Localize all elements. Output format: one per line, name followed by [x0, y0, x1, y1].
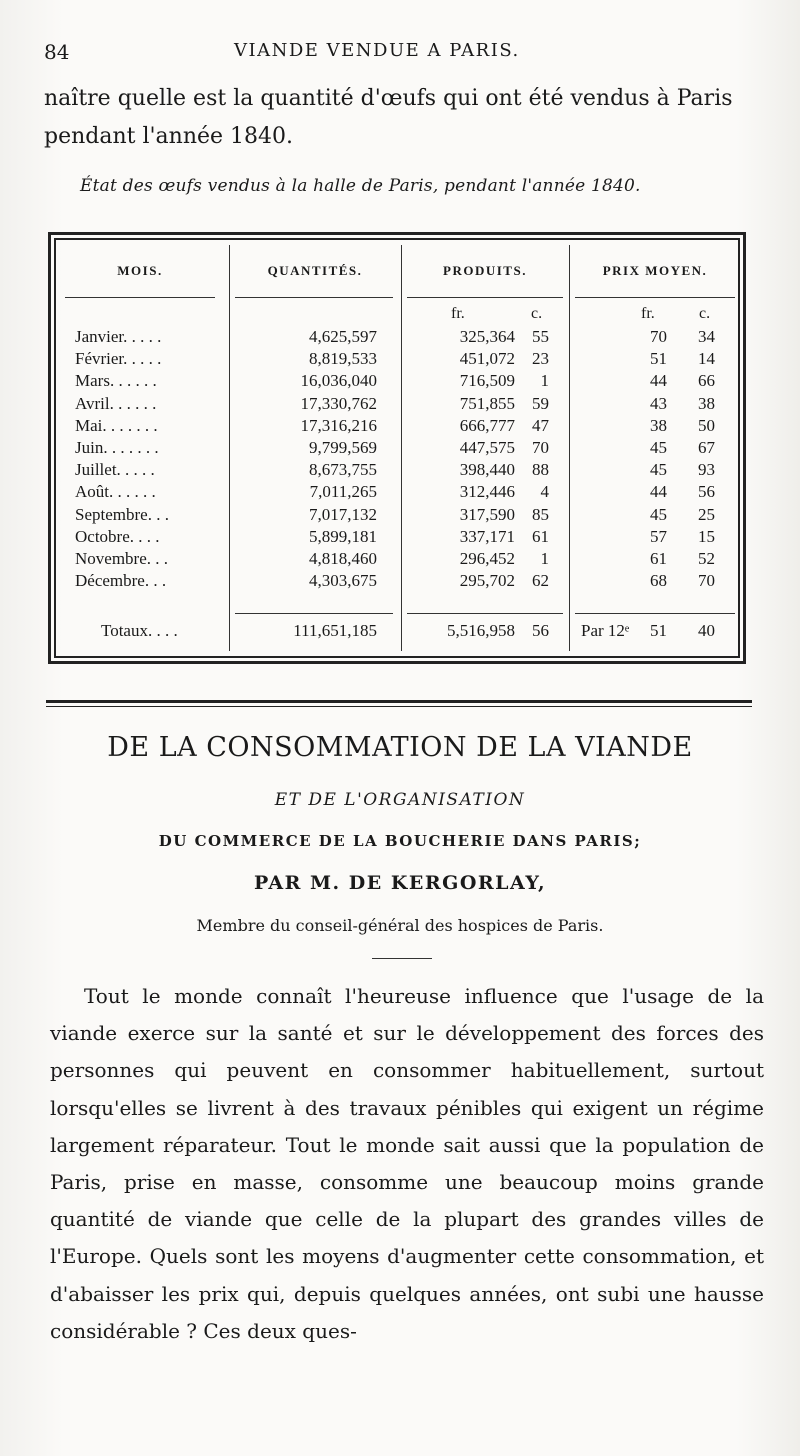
cell-quantity: 4,625,597 [309, 327, 377, 346]
cell-price-fr: 45 [650, 460, 667, 480]
lead-paragraph [44, 80, 764, 156]
cell-price-c: 14 [698, 349, 715, 369]
author-affiliation: Membre du conseil-général des hospices de Paris. [196, 916, 604, 935]
header-month: MOIS. [117, 263, 163, 278]
unit-products-c: c. [531, 305, 543, 322]
cell-month: Mars. . . . . . [75, 371, 157, 391]
cell-products-c: 47 [532, 415, 549, 435]
cell-month: Août. . . . . . [75, 482, 156, 502]
table-row [51, 416, 743, 438]
cell-month: Avril. . . . . . [75, 393, 157, 413]
table-row [51, 371, 743, 393]
header-rule [65, 297, 215, 298]
section-rule [46, 706, 752, 707]
short-rule [372, 958, 432, 959]
totals-rule [235, 613, 393, 614]
table-row [51, 327, 743, 349]
section-rule [46, 700, 752, 703]
cell-products-c: 62 [532, 571, 549, 591]
cell-month: Mai. . . . . . . [75, 415, 158, 435]
cell-quantity: 7,011,265 [309, 482, 377, 502]
header-rule [407, 297, 563, 298]
cell-products-fr: 312,446 [459, 482, 515, 502]
totals-rule [407, 613, 563, 614]
table-body [51, 327, 743, 593]
cell-price-c: 52 [698, 548, 715, 568]
cell-price-c: 56 [698, 482, 715, 502]
cell-products-c: 59 [532, 393, 549, 413]
cell-quantity: 8,673,755 [309, 460, 377, 480]
cell-products-c: 70 [532, 437, 549, 457]
cell-price-fr: 44 [650, 482, 667, 502]
cell-products-fr: 337,171 [459, 526, 515, 546]
cell-price-fr: 51 [650, 349, 667, 369]
cell-products-c: 23 [532, 349, 549, 369]
header-quantity: QUANTITÉS. [267, 263, 363, 278]
header-products: PRODUITS. [443, 263, 527, 278]
cell-products-c: 1 [540, 371, 549, 391]
header-rule [235, 297, 393, 298]
cell-quantity: 7,017,132 [309, 504, 377, 524]
cell-price-c: 50 [698, 415, 715, 435]
article-body [50, 978, 764, 1350]
cell-quantity: 9,799,569 [309, 437, 377, 457]
table-row [51, 460, 743, 482]
header-rule [575, 297, 735, 298]
cell-price-fr: 45 [650, 504, 667, 524]
cell-quantity: 17,330,762 [300, 393, 377, 413]
page-number: 84 [44, 40, 70, 64]
cell-price-c: 66 [698, 371, 715, 391]
cell-products-fr: 447,575 [459, 437, 515, 457]
cell-products-fr: 666,777 [459, 415, 515, 435]
cell-products-fr: 295,702 [459, 571, 515, 591]
cell-month: Novembre. . . [75, 548, 169, 568]
table-row [51, 549, 743, 571]
cell-price-c: 93 [698, 460, 715, 480]
cell-price-c: 15 [698, 526, 715, 546]
table-row [51, 482, 743, 504]
cell-month: Septembre. . . [75, 504, 169, 524]
unit-products-fr: fr. [451, 305, 465, 322]
cell-price-c: 38 [698, 393, 715, 413]
cell-quantity: 4,818,460 [309, 548, 377, 568]
egg-sales-table [48, 232, 746, 664]
totals-price-fr: 51 [650, 621, 667, 640]
table-row [51, 571, 743, 593]
cell-price-c: 34 [698, 327, 715, 346]
cell-month: Juin. . . . . . . [75, 437, 159, 457]
cell-products-fr: 751,855 [459, 393, 515, 413]
cell-price-c: 70 [698, 571, 715, 591]
cell-products-c: 61 [532, 526, 549, 546]
running-title: VIANDE VENDUE A PARIS. [234, 40, 520, 61]
article-subtitle: DU COMMERCE DE LA BOUCHERIE DANS PARIS; [158, 832, 642, 850]
table-row [51, 527, 743, 549]
cell-price-c: 67 [698, 437, 715, 457]
cell-products-fr: 451,072 [459, 349, 515, 369]
table-row [51, 505, 743, 527]
totals-label: Totaux. . . . [101, 621, 178, 640]
cell-month: Juillet. . . . . [75, 460, 155, 480]
totals-products-fr: 5,516,958 [447, 621, 515, 640]
article-title: DE LA CONSOMMATION DE LA VIANDE [107, 732, 693, 763]
body-paragraph: Tout le monde connaît l'heureuse influence que l'usage de la viande exerce sur la santé et sur le développement des forces des personnes qui peuvent en consommer habituellement, surtout lorsqu'elles se livrent à des travaux pénibles qui exigent un régime largement réparateur. Tout le monde sait aussi que la population de Paris, prise en masse, consomme une beaucoup moins grande quantité de viande que celle de la plupart des grandes villes de l'Europe. Quels sont les moyens d'augmenter cette consommation, et d'abaisser les prix qui, depuis quelques années, ont subi une hausse considérable ? Ces deux ques- [50, 984, 764, 1343]
running-head [44, 36, 760, 66]
totals-price-c: 40 [698, 621, 715, 640]
cell-month: Octobre. . . . [75, 526, 160, 546]
cell-quantity: 16,036,040 [300, 371, 377, 391]
cell-month: Décembre. . . [75, 571, 167, 591]
cell-products-fr: 325,364 [459, 327, 515, 346]
header-avg-price: PRIX MOYEN. [602, 263, 708, 278]
unit-price-fr: fr. [641, 305, 655, 322]
cell-month: Janvier. . . . . [75, 327, 162, 346]
cell-price-fr: 44 [650, 371, 667, 391]
table-row [51, 394, 743, 416]
cell-price-fr: 43 [650, 393, 667, 413]
totals-rule [575, 613, 735, 614]
totals-products-c: 56 [532, 621, 549, 640]
cell-month: Février. . . . . [75, 349, 162, 369]
cell-price-fr: 57 [650, 526, 667, 546]
table-caption: État des œufs vendus à la halle de Paris, pendant l'année 1840. [80, 176, 641, 196]
cell-products-c: 85 [532, 504, 549, 524]
totals-quantity: 111,651,185 [293, 621, 377, 640]
cell-price-fr: 45 [650, 437, 667, 457]
cell-price-fr: 38 [650, 415, 667, 435]
totals-row [51, 621, 743, 645]
cell-quantity: 4,303,675 [309, 571, 377, 591]
cell-products-c: 88 [532, 460, 549, 480]
totals-price-prefix: Par 12ᵉ [581, 621, 630, 640]
article-subtitle: ET DE L'ORGANISATION [274, 790, 526, 810]
cell-products-c: 55 [532, 327, 549, 346]
cell-price-c: 25 [698, 504, 715, 524]
article-author: PAR M. DE KERGORLAY, [253, 872, 547, 894]
cell-products-fr: 716,509 [459, 371, 515, 391]
cell-quantity: 17,316,216 [300, 415, 377, 435]
cell-price-fr: 68 [650, 571, 667, 591]
table-row [51, 438, 743, 460]
cell-products-fr: 398,440 [459, 460, 515, 480]
cell-price-fr: 70 [650, 327, 667, 346]
lead-text: naître quelle est la quantité d'œufs qui ont été vendus à Paris pendant l'année 1840. [44, 86, 733, 149]
unit-price-c: c. [699, 305, 711, 322]
cell-quantity: 5,899,181 [309, 526, 377, 546]
cell-quantity: 8,819,533 [309, 349, 377, 369]
cell-products-fr: 296,452 [459, 548, 515, 568]
cell-products-c: 4 [540, 482, 549, 502]
cell-price-fr: 61 [650, 548, 667, 568]
cell-products-fr: 317,590 [459, 504, 515, 524]
table-row [51, 349, 743, 371]
cell-products-c: 1 [540, 548, 549, 568]
